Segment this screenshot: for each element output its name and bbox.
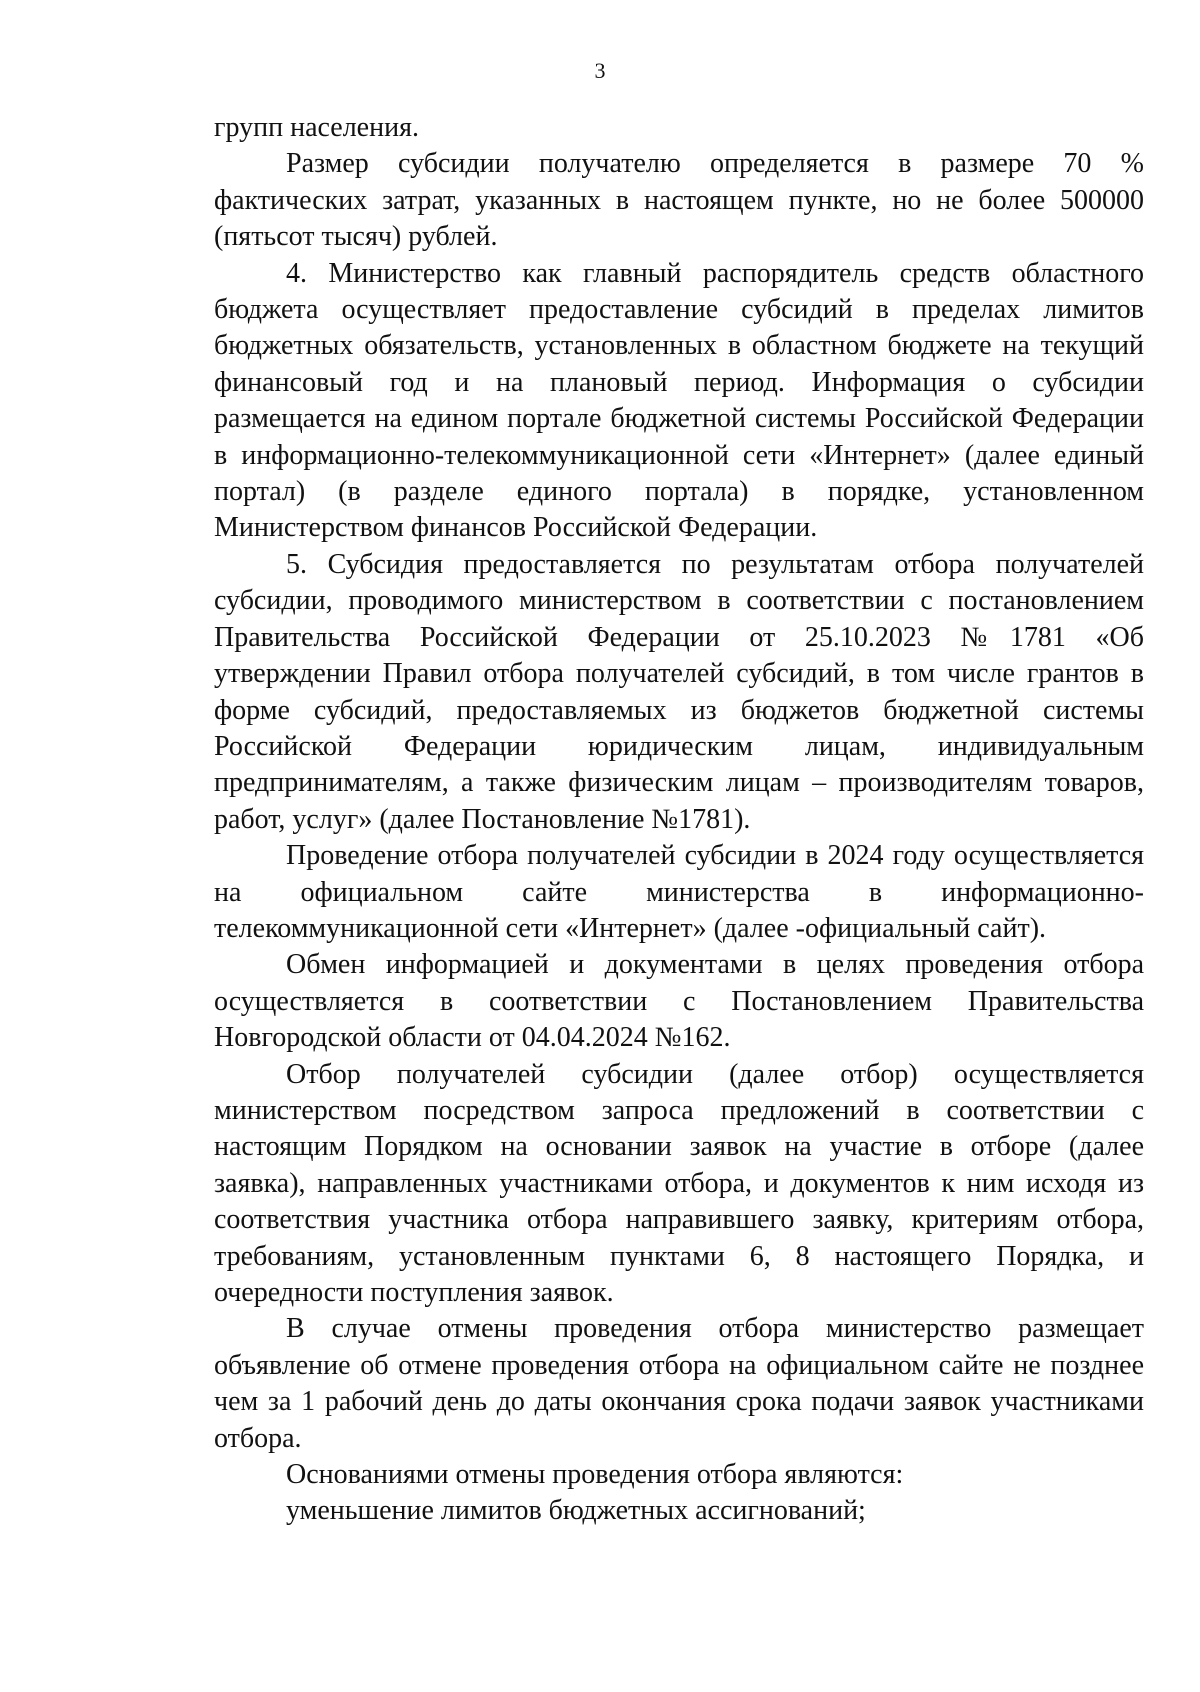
paragraph: Обмен информацией и документами в целях проведения отбора осуществляется в соответствии с Постановлением Правительства Новгородской области от 04.04.2024 №162. <box>214 949 1144 1054</box>
page-number: 3 <box>594 58 606 83</box>
document-body <box>214 110 1144 1530</box>
paragraph: групп населения. <box>214 112 419 143</box>
paragraph: 4. Министерство как главный распорядитель средств областного бюджета осуществляет предоставление субсидий в пределах лимитов бюджетных обязательств, установленных в областном бюджете на текущий финансовый год и на плановый период. Информация о субсидии размещается на едином портале бюджетной системы Российской Федерации в информационно-телекоммуникационной сети «Интернет» (далее единый портал) (в разделе единого портала) в порядке, установленном Министерством финансов Российской Федерации. <box>214 257 1144 544</box>
paragraph: Размер субсидии получателю определяется в размере 70 % фактических затрат, указанных в настоящем пункте, но не более 500000 (пятьсот тысяч) рублей. <box>214 148 1144 253</box>
paragraph: 5. Субсидия предоставляется по результатам отбора получателей субсидии, проводимого министерством в соответствии с постановлением Правительства Российской Федерации от 25.10.2023 №1781 «Об утверждении Правил отбора получателей субсидий, в том числе грантов в форме субсидий, предоставляемых из бюджетов бюджетной системы Российской Федерации юридическим лицам, индивидуальным предпринимателям, а также физическим лицам – производителям товаров, работ, услуг» (далее Постановление №1781). <box>214 548 1144 835</box>
paragraph: Основаниями отмены проведения отбора являются: <box>286 1459 904 1491</box>
paragraph: В случае отмены проведения отбора министерство размещает объявление об отмене проведения отбора на официальном сайте не позднее чем за 1 рабочий день до даты окончания срока подачи заявок участниками отбора. <box>214 1313 1144 1454</box>
paragraph: Проведение отбора получателей субсидии в 2024 году осуществляется на официальном сайте министерства в информационно-телекоммуникационной сети «Интернет» (далее -официальный сайт). <box>214 840 1144 944</box>
paragraph: уменьшение лимитов бюджетных ассигнований; <box>286 1495 866 1527</box>
paragraph: Отбор получателей субсидии (далее отбор) осуществляется министерством посредством запроса предложений в соответствии с настоящим Порядком на основании заявок на участие в отборе (далее заявка), направленных участниками отбора, и документов к ним исходя из соответствия участника отбора направившего заявку, критериям отбора, требованиям, установленным пунктами 6, 8 настоящего Порядка, и очередности поступления заявок. <box>214 1058 1144 1308</box>
